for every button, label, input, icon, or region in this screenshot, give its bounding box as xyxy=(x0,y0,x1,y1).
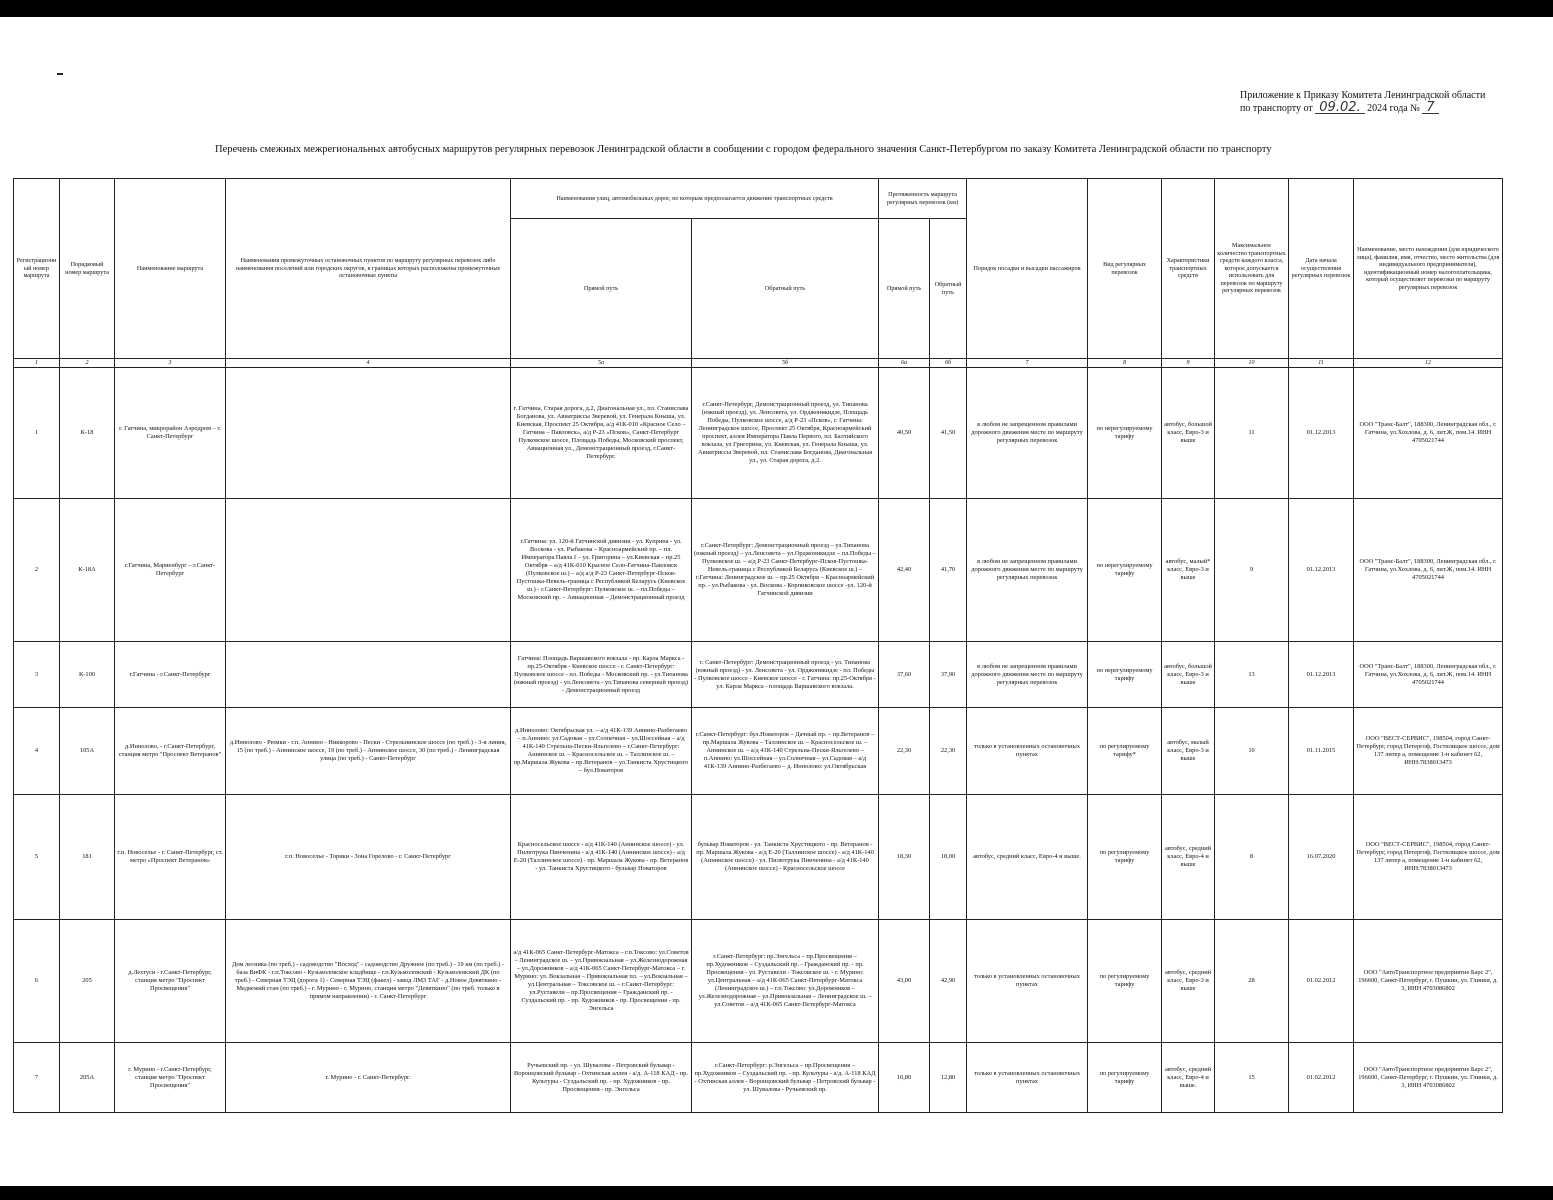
cell-vehicles: автобус, средний класс, Евро-3 и выше xyxy=(1162,920,1215,1043)
cell-boarding: в любом не запрещенном правилами дорожного движения месте по маршруту регулярных перевозок xyxy=(967,368,1088,499)
cell-carrier: ООО "АвтоТранспортное предприятие Барс 2", 196600, Санкт-Петербург, г. Пушкин, ул. Глинки, д. 3, ИНН 4703086802 xyxy=(1354,1043,1503,1113)
col-header-kind: Вид регулярных перевозок xyxy=(1088,179,1162,359)
cell-stops: д.Иннолово - Рюмки - г.п. Аннино - Никкорово - Пески - Стрельнинское шоссе (по треб.) - 3-я линия, 15 (по треб.) - Аннинское шоссе, 19 (по треб.) - Аннинское шоссе, 30 (по треб.) - Ленинградская улица (по треб.) - Санкт-Петербург xyxy=(226,708,511,795)
cell-num: 181 xyxy=(60,795,115,920)
col-number: 6б xyxy=(930,359,967,368)
cell-stops xyxy=(226,642,511,708)
cell-date: 01.02.2012 xyxy=(1289,920,1354,1043)
scan-border-top xyxy=(0,0,1553,17)
col-header-streets-group: Наименования улиц, автомобильных дорог, по которым предполагается движение транспортных средств xyxy=(511,179,879,219)
cell-carrier: ООО "АвтоТранспортное предприятие Барс 2", 196600, Санкт-Петербург, г. Пушкин, ул. Глинки, д. 3, ИНН 4703086802 xyxy=(1354,920,1503,1043)
cell-backward: г.Санкт-Петербург: пр.Энгельса – пр.Просвещения – пр.Художников – Суздальский пр. - Гражданский пр. - пр. Просвещения - ул. Руставели - Токсовское ш. - г. Мурино: ул.Центральная – а/д 41К-065 Санкт-Петербург-Матокса (Ленинградское ш.) – г.п.Токсово: ул.Дорожников – ул.Железнодорожная – ул.Привокзальная – Ленинградское ш. – ул.Советов – а/д 41К-065 Санкт-Петербург-Матокса xyxy=(692,920,879,1043)
cell-backward: г.Санкт-Петербург: р.Энгельса – пр.Просвещения – пр.Художников – Суздальский пр. - пр. Культуры - а/д. А-118 КАД - Охтинская аллея - Воронцовский бульвар - Петровский бульвар - ул. Шувалова - Ручьевский пр. xyxy=(692,1043,879,1113)
cell-length-forward: 18,30 xyxy=(879,795,930,920)
col-number: 9 xyxy=(1162,359,1215,368)
col-header-order-number: Порядковый номер маршрута xyxy=(60,179,115,359)
cell-vehicles: автобус, средний класс, Евро-4 и выше xyxy=(1162,795,1215,920)
cell-date: 16.07.2020 xyxy=(1289,795,1354,920)
cell-name: г.Гатчина, Мариенбург – г.Санкт-Петербург xyxy=(115,499,226,642)
table-row xyxy=(14,1043,1503,1113)
table-row xyxy=(14,368,1503,499)
annex-line2 xyxy=(1240,102,1500,115)
col-header-forward: Прямой путь xyxy=(511,219,692,359)
cell-vehicles: автобус, большой класс, Евро-3 и выше xyxy=(1162,368,1215,499)
col-header-intermediate-stops: Наименования промежуточных остановочных пунктов по маршруту регулярных перевозок либо наименования поселений или городских округов, в границах которых расположены промежуточные остановочные пункты xyxy=(226,179,511,359)
col-header-reg-number: Регистрационный номер маршрута xyxy=(14,179,60,359)
cell-kind: по нерегулируемому тарифу xyxy=(1088,499,1162,642)
cell-length-backward: 18,00 xyxy=(930,795,967,920)
col-header-start-date: Дата начала осуществления регулярных перевозок xyxy=(1289,179,1354,359)
cell-forward: Красносельское шоссе - а/д 41К-140 (Аннинское шоссе) - ул. Пилютрука Пинченина - а/д 41К-140 (Аннинское шоссе) - а/д Е-20 (Таллинское шоссе) - пр. Маршала Жукова - пр. Ветеранов - ул. Танкиста Хрустицкого - бульвар Новаторов xyxy=(511,795,692,920)
cell-carrier: ООО "ВЕСТ-СЕРВИС", 198504, город Санкт-Петербург, город Петергоф, Гостилицкое шоссе, дом 137 литер а, помещение 1-н кабинет 62, ИНН:7838013473 xyxy=(1354,795,1503,920)
cell-num: К-100 xyxy=(60,642,115,708)
cell-max: 10 xyxy=(1215,708,1289,795)
annex-prefix: по транспорту от xyxy=(1240,103,1313,114)
col-number: 11 xyxy=(1289,359,1354,368)
col-header-backward: Обратный путь xyxy=(692,219,879,359)
col-header-vehicles: Характеристики транспортных средств xyxy=(1162,179,1215,359)
col-number: 2 xyxy=(60,359,115,368)
cell-num: К-18 xyxy=(60,368,115,499)
cell-length-backward: 22,30 xyxy=(930,708,967,795)
cell-length-forward: 37,60 xyxy=(879,642,930,708)
col-header-boarding: Порядок посадки и высадки пассажиров xyxy=(967,179,1088,359)
cell-kind: по регулируемому тарифу* xyxy=(1088,708,1162,795)
cell-max: 8 xyxy=(1215,795,1289,920)
cell-length-backward: 42,90 xyxy=(930,920,967,1043)
cell-forward: г.Гатчина: ул. 120-й Гатчинской дивизии - ул. Куприна - ул. Воскова - ул. Рыбакова – Красноармейский пр. – пл. Императора Павла I – ул. Григорина – ул.Киевская – пр.25 Октября – а/д 41К-010 Красное Село-Гатчина-Павловск (Пулковское ш.) – а/д а/д Р-23 Санкт-Петербург-Псков-Пустошка-Невель-граница с Республикой Беларусь (Киевское ш.) - г.Санкт-Петербург: Пулковское ш. – пл.Победы – Московский пр. – Авиационная – Демонстрационный проезд xyxy=(511,499,692,642)
cell-reg: 4 xyxy=(14,708,60,795)
cell-max: 15 xyxy=(1215,1043,1289,1113)
cell-num: 205 xyxy=(60,920,115,1043)
cell-max: 13 xyxy=(1215,642,1289,708)
cell-boarding: в любом не запрещенном правилами дорожного движения месте по маршруту регулярных перевозок xyxy=(967,642,1088,708)
document-title: Перечень смежных межрегиональных автобусных маршрутов регулярных перевозок Ленинградской области в сообщении с городом федерального значения Санкт-Петербургом по заказу Комитета Ленинградской области по транспорту xyxy=(215,144,1272,155)
cell-carrier: ООО "ВЕСТ-СЕРВИС", 198504, город Санкт-Петербург, город Петергоф, Гостилицкое шоссе, дом 137 литер а, помещение 1-н кабинет 62, ИНН:7838013473 xyxy=(1354,708,1503,795)
cell-vehicles: автобус, средний класс, Евро-4 и выше. xyxy=(1162,1043,1215,1113)
cell-kind: по нерегулируемому тарифу xyxy=(1088,368,1162,499)
cell-length-backward: 12,80 xyxy=(930,1043,967,1113)
col-number: 8 xyxy=(1088,359,1162,368)
cell-length-forward: 43,00 xyxy=(879,920,930,1043)
cell-backward: г.Санкт-Петербург, Демонстрационный проезд, ул. Типанова (южный проезд), ул. Ленсовета, ул. Орджоникидзе, Площадь Победы, Пулковское шоссе, а/д Р-23 «Псков», г. Гатчина: Ленинградское шоссе, Проспект 25 Октября, Красноармейский проспект, аллея Императора Павла Первого, пл. Балтийского вокзала, ул Григорина, ул. Киевская, ул. Генерала Кныша, ул. Авиатриссы Зверевой, пл. Станислава Богданова, Диагональная ул., ул. Старая дорога, д.2. xyxy=(692,368,879,499)
cell-date: 01.12.2013 xyxy=(1289,642,1354,708)
scan-border-bottom xyxy=(0,1186,1553,1200)
cell-name: д.Лехтуси - г.Санкт-Петербург, станция метро "Проспект Просвещения" xyxy=(115,920,226,1043)
annex-line1: Приложение к Приказу Комитета Ленинградской области xyxy=(1240,90,1486,101)
cell-reg: 6 xyxy=(14,920,60,1043)
table-row xyxy=(14,499,1503,642)
cell-boarding: в любом не запрещенном правилами дорожного движения месте по маршруту регулярных перевозок xyxy=(967,499,1088,642)
cell-forward: а/д 41К-065 Санкт-Петербург-Матокса – г.п.Токсово: ул.Советов – Ленинградское ш. – ул.Привокзальная – ул.Железнодорожная – ул.Дорожников – а/д 41К-065 Санкт-Петербург-Матокса – г. Мурино: ул. Вокзальная – Привокзальная пл. – ул.Вокзальная – ул.Центральная – Токсовское ш. – г.Санкт-Петербург: ул.Руставели – пр.Просвещения – Гражданский пр. - Суздальский пр. - пр. Художников - пр. Просвещения - пр. Энгельса xyxy=(511,920,692,1043)
cell-stops xyxy=(226,368,511,499)
cell-carrier: ООО "Транс-Балт", 188300, Ленинградская обл., г. Гатчина, ул.Хохлова, д. 6, лит.Ж, пом.14. ИНН 4705021744 xyxy=(1354,642,1503,708)
col-header-length-group: Протяженность маршрута регулярных перевозок (км) xyxy=(879,179,967,219)
col-header-max-count: Максимальное количество транспортных средств каждого класса, которое допускается использовать для перевозок по маршруту регулярных перевозок xyxy=(1215,179,1289,359)
cell-reg: 1 xyxy=(14,368,60,499)
cell-vehicles: автобус, большой класс, Евро-3 и выше xyxy=(1162,642,1215,708)
cell-stops xyxy=(226,499,511,642)
annex-date: 09.02. xyxy=(1315,102,1364,114)
cell-boarding: только в установленных остановочных пунктах xyxy=(967,708,1088,795)
cell-forward: г. Гатчина, Старая дорога, д.2, Диагональная ул., пл. Станислава Богданова, ул. Авиатриссы Зверевой, ул. Генерала Кныша, ул. Киевская, Проспект 25 Октября, а/д 41К-010 «Красное Село – Гатчина – Павловск», а/д Р-23 «Псков», Санкт-Петербург Пулковское шоссе, Площадь Победы, Московский проспект, Авиационная ул., Демонстрационный проезд, г.Санкт-Петербург. xyxy=(511,368,692,499)
cell-backward: г. Санкт-Петербург: Демонстрационный проезд - ул. Типанова (южный проезд) - ул. Ленсовета - ул. Орджоникидзе - пл. Победы - Пулковское шоссе - Киевское шоссе - г. Гатчина: пр.25-Октября - ул. Карла Маркса - площадь Варшавского вокзала. xyxy=(692,642,879,708)
cell-carrier: ООО "Транс-Балт", 188300, Ленинградская обл., г. Гатчина, ул.Хохлова, д. 6, лит.Ж, пом.14. ИНН 4705021744 xyxy=(1354,368,1503,499)
cell-reg: 7 xyxy=(14,1043,60,1113)
cell-carrier: ООО "Транс-Балт", 188300, Ленинградская обл., г. Гатчина, ул.Хохлова, д. 6, лит.Ж, пом.14. ИНН 4705021744 xyxy=(1354,499,1503,642)
table-row xyxy=(14,920,1503,1043)
cell-date: 01.12.2013 xyxy=(1289,499,1354,642)
cell-vehicles: автобус, малый класс, Евро-3 и выше xyxy=(1162,708,1215,795)
col-header-length-backward: Обратный путь xyxy=(930,219,967,359)
cell-date: 01.12.2013 xyxy=(1289,368,1354,499)
col-number: 5б xyxy=(692,359,879,368)
cell-name: г.п. Новоселье - г. Санкт-Петербург, ст. метро «Проспект Ветеранов» xyxy=(115,795,226,920)
cell-reg: 5 xyxy=(14,795,60,920)
cell-date: 01.11.2015 xyxy=(1289,708,1354,795)
cell-reg: 3 xyxy=(14,642,60,708)
cell-stops: г.п. Новоселье - Торики - Зона Горелово - г. Санкт-Петербург xyxy=(226,795,511,920)
routes-table xyxy=(13,178,1503,1113)
cell-length-forward: 40,50 xyxy=(879,368,930,499)
cell-date: 01.02.2012 xyxy=(1289,1043,1354,1113)
col-number: 4 xyxy=(226,359,511,368)
column-number-row xyxy=(14,359,1503,368)
cell-forward: Гатчина: Площадь Варшавского вокзала - пр. Карла Маркса - пр.25-Октября - Киевское шоссе - г. Санкт-Петербург: Пулковское шоссе - пл. Победы - Московский пр. - ул.Типанова (южный проезд) - ул.Ленсовета - ул.Типанова северный проезд) - Демонстрационный проезд xyxy=(511,642,692,708)
col-number: 6а xyxy=(879,359,930,368)
cell-num: 205А xyxy=(60,1043,115,1113)
col-number: 12 xyxy=(1354,359,1503,368)
col-number: 5а xyxy=(511,359,692,368)
cell-forward: Ручьевский пр. - ул. Шувалова - Петровский бульвар - Воронцовский бульвар - Охтинская аллея - а/д. А-118 КАД - пр. Культуры - Суздальский пр. - пр. Художников - пр. Просвещения - пр. Энгельса xyxy=(511,1043,692,1113)
cell-stops: Дом лесника (по треб.) - садоводство "Восход" - садоводство Дружное (по треб.) - 19 км (по треб.) - база ВиФК - г.п.Токсово - Кузьмоловское кладбище - г.п.Кузьмоловский - Кузьмоловский ДК (по треб.) - Северная ТЭЦ (дорога 1) - Северная ТЭЦ (факел) - завод ЛМЗ ТАГ - д.Новое Девяткино - Медвежий стан (по треб.) - г. Мурино - г. Мурино, станция метро "Девяткино" (по треб. только в прямом направлении) - г. Санкт-Петербург xyxy=(226,920,511,1043)
cell-backward: бульвар Новаторов - ул. Танкиста Хрустицкого - пр. Ветеранов - пр. Маршала Жукова - а/д Е-20 (Таллинское шоссе) - а/д 41К-140 (Аннинское шоссе) - ул. Пилютрука Пинченина - а/д 41К-140 (Аннинское шоссе) - Красносельское шоссе xyxy=(692,795,879,920)
cell-forward: д.Иннолово: Октябрьская ул. – а/д 41К-139 Аннино-Разбегаево – п.Аннино: ул.Садовая – ул.Солнечная – ул.Шоссейная – а/д 41К-140 Стрельна-Пески-Яльгелево – г.Санкт-Петербург: Аннинское ш. – Красносельское ш. – Таллинское ш. – пр.Маршала Жукова – пр.Ветеранов – ул.Танкиста Хрустицкого – бул.Новаторов xyxy=(511,708,692,795)
cell-num: К-18А xyxy=(60,499,115,642)
cell-kind: по регулируемому тарифу xyxy=(1088,795,1162,920)
col-header-length-forward: Прямой путь xyxy=(879,219,930,359)
cell-reg: 2 xyxy=(14,499,60,642)
cell-kind: по регулируемому тарифу xyxy=(1088,920,1162,1043)
cell-boarding: только в установленных остановочных пунктах xyxy=(967,1043,1088,1113)
cell-name: г.Гатчина - г.Санкт-Петербург xyxy=(115,642,226,708)
cell-length-forward: 10,80 xyxy=(879,1043,930,1113)
annex-note xyxy=(1240,90,1500,115)
cell-name: д.Иннолово, - г.Санкт-Петербург, станция метро "Проспект Ветеранов" xyxy=(115,708,226,795)
cell-boarding: только в установленных остановочных пунктах xyxy=(967,920,1088,1043)
annex-number: 7 xyxy=(1422,102,1438,114)
cell-backward: г.Санкт-Петербург: бул.Новаторов – Дачный пр. – пр.Ветеранов – пр.Маршала Жукова – Таллинское ш. – Красносельское ш. – Аннинское ш. – а/д 41К-140 Стрельна-Пески-Яльгелево – п.Аннино: ул.Шоссейная – ул.Солнечная – ул.Садовая – а/д 41К-139 Аннино-Разбегаево – д. Иннолово: ул.Октябрьская xyxy=(692,708,879,795)
cell-num: 105А xyxy=(60,708,115,795)
col-number: 1 xyxy=(14,359,60,368)
cell-length-backward: 41,50 xyxy=(930,368,967,499)
cell-max: 11 xyxy=(1215,368,1289,499)
cell-boarding: автобус, средний класс, Евро-4 и выше. xyxy=(967,795,1088,920)
cell-max: 28 xyxy=(1215,920,1289,1043)
table-row xyxy=(14,642,1503,708)
table-row xyxy=(14,795,1503,920)
cell-backward: г.Санкт-Петербург: Демонстрационный проезд – ул.Типанова (южный проезд) – ул.Ленсовета – ул.Орджоникидзе – пл.Победы – Пулковское ш. – а/д Р-23 Санкт-Петербург-Псков-Пустошка-Невель-граница с Республикой Беларусь (Киевское ш.) – г.Гатчина: Ленинградское ш. – пр.25 Октября – Красноармейский пр. - ул.Рыбакова - ул. Воскова - Корпиковское шоссе -ул. 120-й Гатчинской дивизии xyxy=(692,499,879,642)
annex-year: 2024 года № xyxy=(1367,103,1420,114)
cell-length-backward: 41,70 xyxy=(930,499,967,642)
cell-max: 9 xyxy=(1215,499,1289,642)
table-row xyxy=(14,708,1503,795)
cell-vehicles: автобус, малый* класс, Евро-3 и выше xyxy=(1162,499,1215,642)
cell-length-forward: 22,30 xyxy=(879,708,930,795)
col-number: 3 xyxy=(115,359,226,368)
cell-stops: г. Мурино - г. Санкт-Петербург. xyxy=(226,1043,511,1113)
col-header-route-name: Наименование маршрута xyxy=(115,179,226,359)
col-number: 7 xyxy=(967,359,1088,368)
cell-kind: по регулируемому тарифу xyxy=(1088,1043,1162,1113)
col-header-carrier: Наименование, место нахождения (для юридического лица), фамилия, имя, отчество, место жительства (для индивидуального предпринимателя), идентификационный номер налогоплательщика, который осуществляет перевозки по маршруту регулярных перевозок xyxy=(1354,179,1503,359)
cell-name: г. Мурино - г.Санкт-Петербург, станция метро "Проспект Просвещения" xyxy=(115,1043,226,1113)
cell-length-backward: 37,90 xyxy=(930,642,967,708)
col-number: 10 xyxy=(1215,359,1289,368)
cell-name: г. Гатчина, микрорайон Аэродром – г. Санкт-Петербург xyxy=(115,368,226,499)
cell-kind: по нерегулируемому тарифу xyxy=(1088,642,1162,708)
scan-mark xyxy=(57,73,63,75)
cell-length-forward: 42,40 xyxy=(879,499,930,642)
